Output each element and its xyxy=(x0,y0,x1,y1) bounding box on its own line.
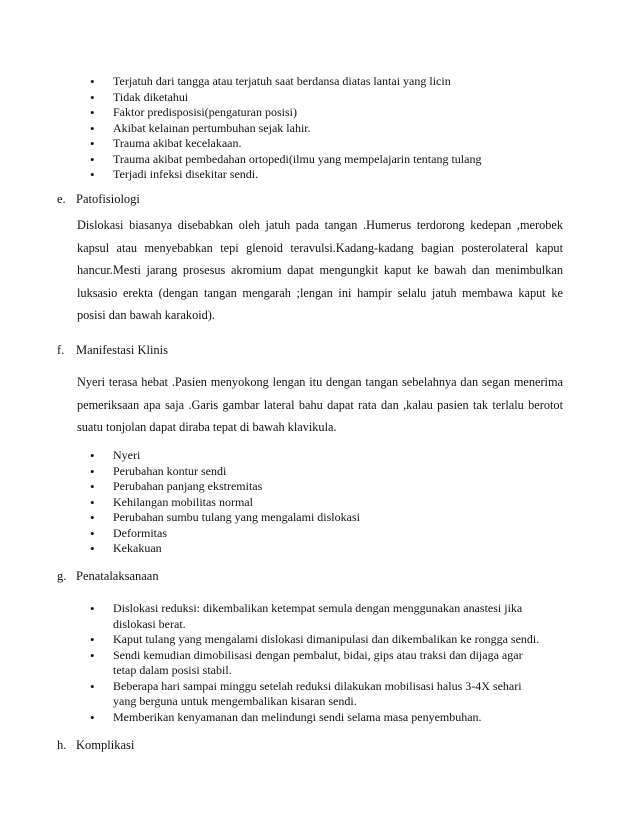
symptom-list xyxy=(90,448,570,557)
section-heading-e xyxy=(57,191,140,207)
list-item: • Terjatuh dari tangga atau terjatuh saat berdansa diatas lantai yang licin xyxy=(90,74,570,90)
list-item: • Kekakuan xyxy=(90,541,570,557)
cause-list xyxy=(90,74,570,183)
list-item: • Kehilangan mobilitas normal xyxy=(90,495,570,511)
list-item: • Terjadi infeksi disekitar sendi. xyxy=(90,167,570,183)
list-item: • Dislokasi reduksi: dikembalikan ketempat semula dengan menggunakan anastesi jika dislokasi berat. xyxy=(90,601,545,632)
section-heading-f xyxy=(57,342,168,358)
section-title: Patofisiologi xyxy=(76,192,140,206)
treatment-list xyxy=(90,601,545,725)
section-title: Penatalaksanaan xyxy=(76,569,159,583)
list-item: • Deformitas xyxy=(90,526,570,542)
list-item: • Nyeri xyxy=(90,448,570,464)
list-item: • Perubahan kontur sendi xyxy=(90,464,570,480)
section-heading-h xyxy=(57,737,134,753)
list-item: • Faktor predisposisi(pengaturan posisi) xyxy=(90,105,570,121)
list-item: • Tidak diketahui xyxy=(90,90,570,106)
list-item: • Trauma akibat kecelakaan. xyxy=(90,136,570,152)
list-item: • Kaput tulang yang mengalami dislokasi dimanipulasi dan dikembalikan ke rongga sendi. xyxy=(90,632,545,648)
section-paragraph-f: Nyeri terasa hebat .Pasien menyokong lengan itu dengan tangan sebelahnya dan segan menerima pemeriksaan apa saja .Garis gambar lateral bahu dapat rata dan ,kalau pasien tak terlalu berotot suatu tonjolan dapat diraba tepat di bawah klavikula. xyxy=(77,375,563,434)
section-title: Manifestasi Klinis xyxy=(76,343,169,357)
list-item: • Beberapa hari sampai minggu setelah reduksi dilakukan mobilisasi halus 3-4X sehari yang berguna untuk mengembalikan kisaran sendi. xyxy=(90,679,545,710)
section-letter: h. xyxy=(57,738,67,752)
section-title: Komplikasi xyxy=(76,738,135,752)
section-letter: e. xyxy=(57,192,66,206)
list-item: • Sendi kemudian dimobilisasi dengan pembalut, bidai, gips atau traksi dan dijaga agar tetap dalam posisi stabil. xyxy=(90,648,545,679)
section-paragraph-e: Dislokasi biasanya disebabkan oleh jatuh pada tangan .Humerus terdorong kedepan ,merobek kapsul atau menyebabkan tepi glenoid teravulsi.Kadang-kadang bagian posterolateral kaput hancur.Mesti jarang prosesus akromium dapat mengungkit kaput ke bawah dan menimbulkan luksasio erekta (dengan tangan mengarah ;lengan ini hampir selalu jatuh membawa kaput ke posisi dan bawah karakoid). xyxy=(77,218,563,322)
list-item: • Perubahan panjang ekstremitas xyxy=(90,479,570,495)
list-item: • Perubahan sumbu tulang yang mengalami dislokasi xyxy=(90,510,570,526)
section-letter: f. xyxy=(57,343,65,357)
list-item: • Akibat kelainan pertumbuhan sejak lahir. xyxy=(90,121,570,137)
list-item: • Memberikan kenyamanan dan melindungi sendi selama masa penyembuhan. xyxy=(90,710,545,726)
list-item: • Trauma akibat pembedahan ortopedi(ilmu yang mempelajarin tentang tulang xyxy=(90,152,570,168)
section-letter: g. xyxy=(57,569,67,583)
section-heading-g xyxy=(57,568,159,584)
